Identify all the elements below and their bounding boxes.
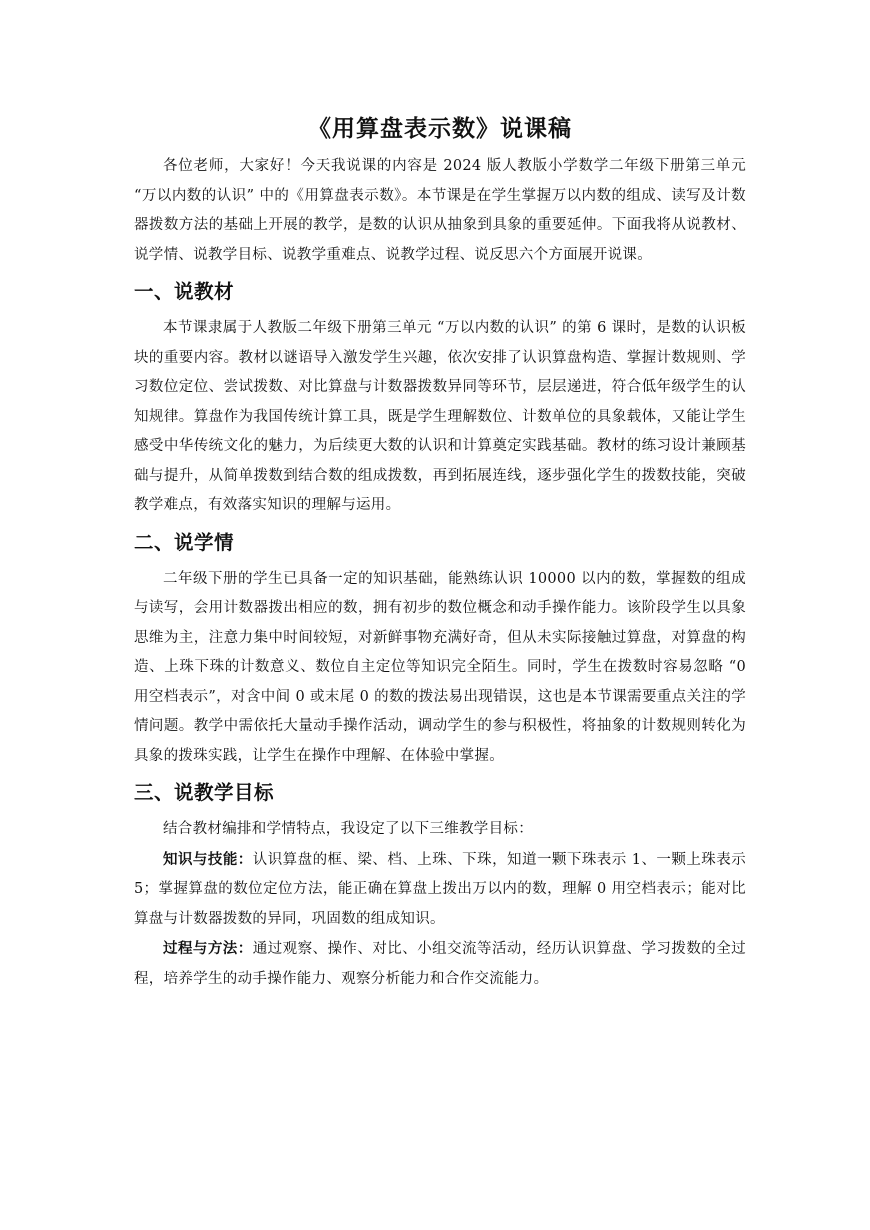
- goal-knowledge-skills: [134, 845, 746, 935]
- section-heading-students: 二、说学情: [134, 530, 235, 554]
- section-heading-textbook: 一、说教材: [134, 280, 235, 303]
- goal-knowledge-lead: 知识与技能：: [163, 850, 253, 868]
- intro-paragraph: 各位老师，大家好！今天我说课的内容是 2024 版人教版小学数学二年级下册第三单元 “万以内数的认识” 中的《用算盘表示数》。本节课是在学生掌握万以内数的组成、读写及计数器拨数方法的基础上开展的教学，是数的认识从抽象到具象的重要延伸。下面我将从说教材、说学情、说教学目标、说教学重难点、说教学过程、说反思六个方面展开说课。: [134, 158, 746, 263]
- goal-process-method: [134, 934, 746, 994]
- section-paragraph-students: 二年级下册的学生已具备一定的知识基础，能熟练认识 10000 以内的数，掌握数的组成与读写，会用计数器拨出相应的数，拥有初步的数位概念和动手操作能力。该阶段学生以具象思维为主，注意力集中时间较短，对新鲜事物充满好奇，但从未实际接触过算盘，对算盘的构造、上珠下珠的计数意义、数位自主定位等知识完全陌生。同时，学生在拨数时容易忽略 “0 用空档表示”，对含中间 0 或末尾 0 的数的拨法易出现错误，这也是本节课需要重点关注的学情问题。教学中需依托大量动手操作活动，调动学生的参与积极性，将抽象的计数规则转化为具象的拨珠实践，让学生在操作中理解、在体验中掌握。: [134, 570, 746, 764]
- section-paragraph-textbook: 本节课隶属于人教版二年级下册第三单元 “万以内数的认识” 的第 6 课时，是数的认识板块的重要内容。教材以谜语导入激发学生兴趣，依次安排了认识算盘构造、掌握计数规则、学习数位定位、尝试拨数、对比算盘与计数器拨数异同等环节，层层递进，符合低年级学生的认知规律。算盘作为我国传统计算工具，既是学生理解数位、计数单位的具象载体，又能让学生感受中华传统文化的魅力，为后续更大数的认识和计算奠定实践基础。教材的练习设计兼顾基础与提升，从简单拨数到结合数的组成拨数，再到拓展连线，逐步强化学生的拨数技能，突破教学难点，有效落实知识的理解与运用。: [134, 320, 746, 513]
- document-title: 《用算盘表示数》说课稿: [308, 115, 572, 142]
- goal-process-text: 通过观察、操作、对比、小组交流等活动，经历认识算盘、学习拨数的全过程，培养学生的动手操作能力、观察分析能力和合作交流能力。: [134, 941, 746, 987]
- goal-knowledge-text: 认识算盘的框、梁、档、上珠、下珠，知道一颗下珠表示 1、一颗上珠表示 5；掌握算盘的数位定位方法，能正确在算盘上拨出万以内的数，理解 0 用空档表示；能对比算盘与计数器拨数的异同，巩固数的组成知识。: [134, 851, 746, 927]
- goal-process-lead: 过程与方法：: [163, 940, 253, 957]
- section-paragraph-goals: 结合教材编排和学情特点，我设定了以下三维教学目标：: [163, 821, 533, 837]
- section-heading-goals: 三、说教学目标: [134, 781, 275, 804]
